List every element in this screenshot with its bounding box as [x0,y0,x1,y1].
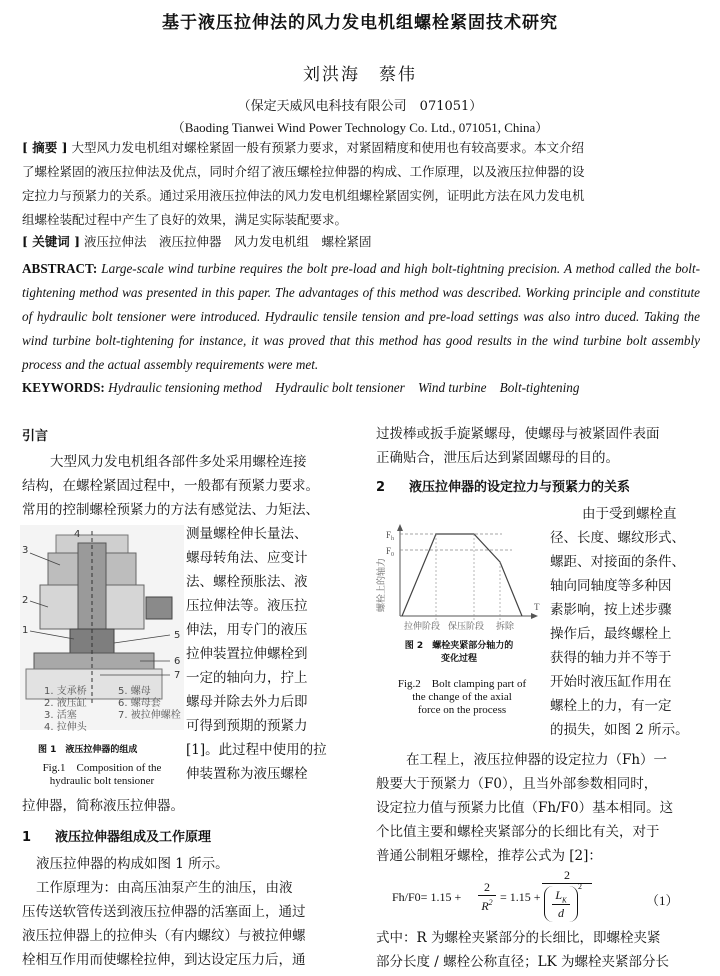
intro-wrap-line: 螺母并除去外力后即 [186,694,308,710]
figure-1-num: 7 [174,670,181,681]
formula-exp: 2 [578,882,582,891]
abstract-cn-label: [ 摘要 ] [22,140,68,155]
formula-d: d [558,906,564,920]
abstract-cn [22,136,700,232]
abstract-en [22,257,700,377]
formula-lhs: Fh/F0= 1.15 + [392,890,462,904]
abstract-cn-line: 组螺栓装配过程中产生了良好的效果，满足实际装配要求。 [22,212,348,227]
y-axis-label: 螺栓上的轴力 [377,557,387,612]
caption-line: 图 2 螺栓夹紧部分轴力的 [404,641,514,651]
figure-1-num: 3 [22,545,29,556]
right-line: 普通公制粗牙螺栓，推荐公式为 [2]： [376,848,602,864]
figure-2-caption-en [376,678,548,717]
right-line: 设定拉力值与预紧力比值（Fh/F0）基本相同。这 [376,800,674,816]
formula-num: 2 [484,880,490,894]
figure-1-num: 4 [74,529,81,540]
intro-line: 结构，在螺栓紧固过程中，一般都有预紧力要求。 [22,478,319,494]
intro-wrap-line: 伸装置称为液压螺栓 [186,766,308,782]
intro-wrap-line: 可得到预期的预紧力 [186,718,308,734]
keywords-en-label: KEYWORDS: [22,380,105,395]
intro-wrap-line: 一定的轴向力，拧上 [186,670,308,686]
legend-item: 6. 螺母套 [118,698,161,709]
section-number: 1 [22,830,32,845]
section-1-line: 压传送软管传送到液压拉伸器的活塞面上，通过 [22,904,306,920]
intro-wrap-line: [1]。此过程中使用的拉 [186,742,327,758]
figure-1-num: 6 [174,656,181,667]
right-line: 正确贴合，泄压后达到紧固螺母的目的。 [376,450,619,466]
formula-lk: $L_K$ [555,888,567,905]
intro-line: 常用的控制螺栓预紧力的方法有感觉法、力矩法、 [22,502,319,518]
caption-line: force on the process [417,704,507,716]
caption-line: the change of the axial [412,691,512,703]
authors: 刘洪海 蔡伟 [303,65,417,85]
legend-item: 3. 活塞 [44,710,77,721]
caption-line: 变化过程 [440,654,477,664]
intro-heading: 引言 [22,429,49,444]
abstract-cn-line: 定拉力与预紧力的关系。通过采用液压拉伸法的风力发电机组螺栓紧固实例，证明此方法在风力发电机 [22,188,585,203]
t-axis-label: T [534,602,540,612]
section-1-line: 栓相互作用而使螺栓拉伸，到达设定压力后，通 [22,952,306,968]
right-line: 过拨棒或扳手旋紧螺母，使螺母与被紧固件表面 [376,426,660,442]
formula-mid: = 1.15 + [500,890,541,904]
legend-item: 7. 被拉伸螺栓 [118,710,181,721]
figure-1-caption-en [22,762,182,788]
figure-1-legend [44,686,181,734]
section-1-line: 液压拉伸器上的拉伸头（有内螺纹）与被拉伸螺 [22,928,306,944]
section-2-heading [376,476,630,495]
caption-line: Fig.2 Bolt clamping part of [397,678,527,690]
section-number: 2 [376,480,386,495]
section-2-wrap-line: 的损失，如图 2 所示。 [550,722,689,738]
section-title: 液压拉伸器组成及工作原理 [55,830,212,845]
keywords-cn-label: [ 关键词 ] [22,234,81,249]
section-2-wrap-line: 由于受到螺栓直 [582,506,677,522]
figure-1-num: 2 [22,595,29,606]
caption-line: hydraulic bolt tensioner [49,775,155,787]
right-line: 个比值主要和螺栓夹紧部分的长细比有关，对于 [376,824,660,840]
keywords-cn-text: 液压拉伸法 液压拉伸器 风力发电机组 螺栓紧固 [84,234,372,249]
intro-wrap-line: 法、螺栓预胀法、液 [186,574,308,590]
intro-wrap-line: 螺母转角法、应变计 [186,550,308,566]
figure-2-chart [372,520,544,638]
section-2-wrap-line: 螺距、对接面的条件、 [550,554,685,570]
section-2-wrap-line: 获得的轴力并不等于 [550,650,672,666]
legend-item: 2. 液压缸 [44,698,87,709]
intro-wrap-line: 伸法，用专门的液压 [186,622,308,638]
f0-label: $F_0$ [386,546,395,558]
abstract-en-text: Large-scale wind turbine requires the bolt pre-load and high bolt-tightning precision. A method called the bolt-tightening method was presented in this paper. The advantages of this method was described. Working principle and constitute of hydraulic bolt tensioner were introduced. Hydraulic tensile tension and pre-load settings was also intro duced. Taking the wind turbine bolt-tightening for instance, it was proved that this method has good results in the wind turbine bolt assembly process and the actual assembly requirements were met. [22,261,700,372]
right-line: 式中：R 为螺栓夹紧部分的长细比，即螺栓夹紧 [376,930,661,946]
paper-title: 基于液压拉伸法的风力发电机组螺栓紧固技术研究 [162,13,558,33]
intro-wrap-line: 压拉伸法等。液压拉 [186,598,308,614]
formula-number: （1） [646,893,679,908]
figure-1-caption-cn: 图 1 液压拉伸器的组成 [38,745,138,755]
right-line: 部分长度 / 螺栓公称直径；LK 为螺栓夹紧部分长 [376,954,669,970]
keywords-en [22,377,700,396]
legend-item: 4. 拉伸头 [44,722,87,733]
section-1-line: 液压拉伸器的构成如图 1 所示。 [36,856,229,872]
fh-label: $F_h$ [386,530,395,542]
section-2-wrap-line: 螺栓上的力，有一定 [550,698,672,714]
section-2-wrap-line: 轴向同轴度等多种因 [550,578,672,594]
section-2-wrap-line: 素影响，按上述步骤 [550,602,672,618]
abstract-cn-line: 了螺栓紧固的液压拉伸法及优点，同时介绍了液压螺栓拉伸器的构成、工作原理，以及液压拉伸器的设 [22,164,585,179]
formula-den: $R^2$ [481,898,493,913]
keywords-en-text: Hydraulic tensioning method Hydraulic bolt tensioner Wind turbine Bolt-tightening [108,380,580,395]
section-1-line: 工作原理为：由高压油泵产生的油压，由液 [36,880,293,896]
intro-wrap-line: 测量螺栓伸长量法、 [186,526,308,542]
section-2-wrap-line: 开始时液压缸作用在 [550,674,672,690]
intro-wrap-line: 拉伸装置拉伸螺栓到 [186,646,308,662]
stage-label: 拉伸阶段 [404,622,441,632]
legend-item: 5. 螺母 [118,686,151,697]
right-line: 般要大于预紧力（F0），且当外部参数相同时， [376,776,658,792]
formula-num2: 2 [564,868,570,882]
intro-line: 大型风力发电机组各部件多处采用螺栓连接 [50,454,307,470]
affiliation-en: （Baoding Tianwei Wind Power Technology Co. Ltd., 071051, China） [171,120,549,135]
caption-line: Fig.1 Composition of the [42,762,162,774]
section-1-heading [22,826,211,845]
formula-1 [392,868,702,926]
figure-2-caption-cn [384,640,534,666]
abstract-en-label: ABSTRACT: [22,261,98,276]
affiliation-cn: （保定天威风电科技有限公司 071051） [237,99,483,114]
figure-1-num: 5 [174,630,181,641]
section-2-wrap-line: 操作后，最终螺栓上 [550,626,672,642]
abstract-cn-line: 大型风力发电机组对螺栓紧固一般有预紧力要求，对紧固精度和使用也有较高要求。本文介绍 [71,140,585,155]
keywords-cn [22,232,700,250]
section-2-wrap-line: 径、长度、螺纹形式、 [550,530,685,546]
stage-label: 拆除 [496,622,515,632]
after-figure-line: 拉伸器，简称液压拉伸器。 [22,798,184,814]
legend-item: 1. 支承桥 [44,686,87,697]
stage-label: 保压阶段 [448,622,485,632]
section-title: 液压拉伸器的设定拉力与预紧力的关系 [409,480,631,495]
figure-1-num: 1 [22,625,29,636]
right-line: 在工程上，液压拉伸器的设定拉力（Fh）一 [406,752,668,768]
